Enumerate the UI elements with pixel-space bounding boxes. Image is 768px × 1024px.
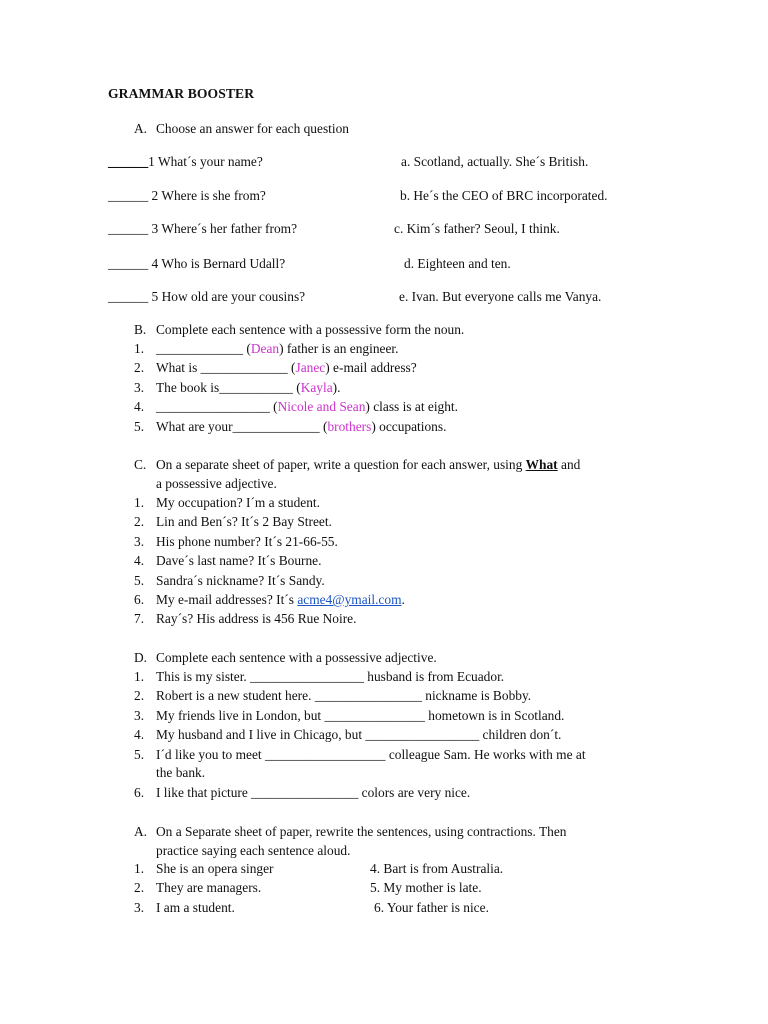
list-item [134,573,405,592]
item-number: 3. [134,899,145,915]
contractions-list [134,861,694,919]
section-contractions-heading-text: On a Separate sheet of paper, rewrite the sentences, using contractions. Then [156,824,567,839]
list-item [134,900,694,919]
left-sentence [134,861,274,877]
item-text: ) class is at eight. [365,399,459,415]
section-b-heading-text: Complete each sentence with a possessive form the noun. [156,322,465,337]
list-item [134,861,694,880]
list-item [134,785,586,804]
item-number: 7. [134,611,145,627]
section-b-letter: B. [134,322,147,337]
list-item [134,360,458,379]
item-text: I´d like you to meet __________________ colleague Sam. He works with me at [156,746,586,762]
item-text: _________________ ( [156,399,278,415]
match-question [108,154,263,170]
item-number: 6. [134,785,145,801]
noun-hint: Kayla [300,379,333,395]
answer-blank: ______ [108,289,149,304]
item-number: 2. [134,688,145,704]
item-number: 3. [134,379,145,395]
item-text: What is _____________ ( [156,360,296,376]
item-number: 1. [134,861,145,876]
item-text-continued: the bank. [156,764,206,780]
section-d-letter: D. [134,650,148,665]
item-text: Ray´s? His address is 456 Rue Noire. [156,611,357,627]
match-row [108,154,708,172]
item-number: 1. [134,669,145,684]
item-number: 4. [134,553,145,569]
list-item [134,611,405,630]
match-question [108,221,297,237]
match-answer: e. Ivan. But everyone calls me Vanya. [399,289,602,304]
section-contractions-letter: A. [134,824,148,839]
item-text: My friends live in London, but _______________ hometown is in Scotland. [156,707,565,723]
item-text: Sandra´s nickname? It´s Sandy. [156,572,325,588]
item-number: 2. [134,880,145,896]
match-answer: c. Kim´s father? Seoul, I think. [394,221,560,236]
section-a-heading-text: Choose an answer for each question [156,121,349,136]
noun-hint: Nicole and Sean [277,399,366,415]
right-sentence: 5. My mother is late. [370,880,482,896]
item-number: 2. [134,360,145,376]
section-contractions-heading-line2: practice saying each sentence aloud. [156,843,351,859]
section-a-letter: A. [134,121,148,136]
item-text: ) father is an engineer. [279,341,399,356]
item-text: ) occupations. [371,418,447,434]
item-text: I am a student. [156,899,235,915]
noun-hint: brothers [327,418,372,434]
section-contractions-heading [134,822,566,861]
answer-blank: ______ [108,154,149,169]
list-item [134,399,458,418]
list-item [134,592,405,611]
list-item [134,553,405,572]
list-item [134,341,458,360]
email-link[interactable]: acme4@ymail.com [297,591,402,607]
right-sentence: 4. Bart is from Australia. [370,861,504,876]
list-item [134,419,458,438]
list-item [134,514,405,533]
list-item [134,669,586,688]
list-item [134,495,405,514]
left-sentence [134,900,235,916]
match-question [108,188,266,204]
item-number: 4. [134,727,145,743]
question-text: 3 Where´s her father from? [151,221,298,236]
question-text: 5 How old are your cousins? [151,289,306,304]
section-c-heading-text: and [561,457,581,472]
page-title: GRAMMAR BOOSTER [108,86,255,101]
match-question [108,289,305,305]
right-sentence: 6. Your father is nice. [374,899,489,915]
list-item [134,727,586,746]
section-d-list [134,669,586,805]
item-text: They are managers. [156,880,262,896]
item-number: 1. [134,495,145,510]
item-number: 3. [134,533,145,549]
item-number: 5. [134,746,145,762]
item-text: Dave´s last name? It´s Bourne. [156,553,322,569]
list-item [134,534,405,553]
item-number: 2. [134,514,145,530]
question-text: 1 What´s your name? [148,154,263,169]
item-number: 6. [134,591,145,607]
answer-blank: ______ [108,188,149,203]
answer-blank: ______ [108,221,149,236]
keyword-what: What [525,457,558,472]
item-number: 3. [134,707,145,723]
item-text: What are your_____________ ( [156,418,328,434]
list-item [134,688,586,707]
match-row [108,289,708,307]
list-item [134,880,694,899]
answer-blank: ______ [108,256,149,271]
item-text: I like that picture ________________ colors are very nice. [156,785,471,801]
item-text: My occupation? I´m a student. [156,495,320,510]
match-row [108,188,708,206]
section-d-heading [134,650,437,666]
match-row [108,256,708,274]
noun-hint: Janec [295,360,326,376]
item-text: _____________ ( [156,341,251,356]
question-text: 4 Who is Bernard Udall? [151,256,286,271]
item-number: 5. [134,572,145,588]
match-answer: d. Eighteen and ten. [404,256,511,271]
item-text: ) e-mail address? [325,360,417,376]
list-item [134,747,586,786]
noun-hint: Dean [250,341,280,356]
item-text: . [401,591,405,607]
section-c-heading-line2: a possessive adjective. [156,476,277,492]
list-item [134,380,458,399]
item-text: She is an opera singer [156,861,274,876]
match-answer: b. He´s the CEO of BRC incorporated. [400,188,608,203]
match-answer: a. Scotland, actually. She´s British. [401,154,589,169]
section-b-heading [134,322,464,338]
item-number: 5. [134,418,145,434]
item-text: This is my sister. _________________ husband is from Ecuador. [156,669,505,684]
item-text: ). [332,379,341,395]
section-c-letter: C. [134,457,147,472]
item-text: His phone number? It´s 21-66-55. [156,533,338,549]
section-c-list [134,495,405,631]
item-text: My e-mail addresses? It´s [156,591,298,607]
list-item [134,708,586,727]
item-number: 4. [134,399,145,415]
section-a-heading [134,121,349,137]
item-text: Robert is a new student here. ________________ nickname is Bobby. [156,688,532,704]
item-text: Lin and Ben´s? It´s 2 Bay Street. [156,514,332,530]
section-d-heading-text: Complete each sentence with a possessive adjective. [156,650,437,665]
match-question [108,256,285,272]
question-text: 2 Where is she from? [151,188,266,203]
item-text: My husband and I live in Chicago, but _________________ children don´t. [156,727,562,743]
left-sentence [134,880,261,896]
match-row [108,221,708,239]
item-number: 1. [134,341,145,356]
section-c-heading-text: On a separate sheet of paper, write a question for each answer, using [156,457,523,472]
item-text: The book is___________ ( [156,379,301,395]
section-c-heading [134,455,580,494]
section-b-list [134,341,458,438]
